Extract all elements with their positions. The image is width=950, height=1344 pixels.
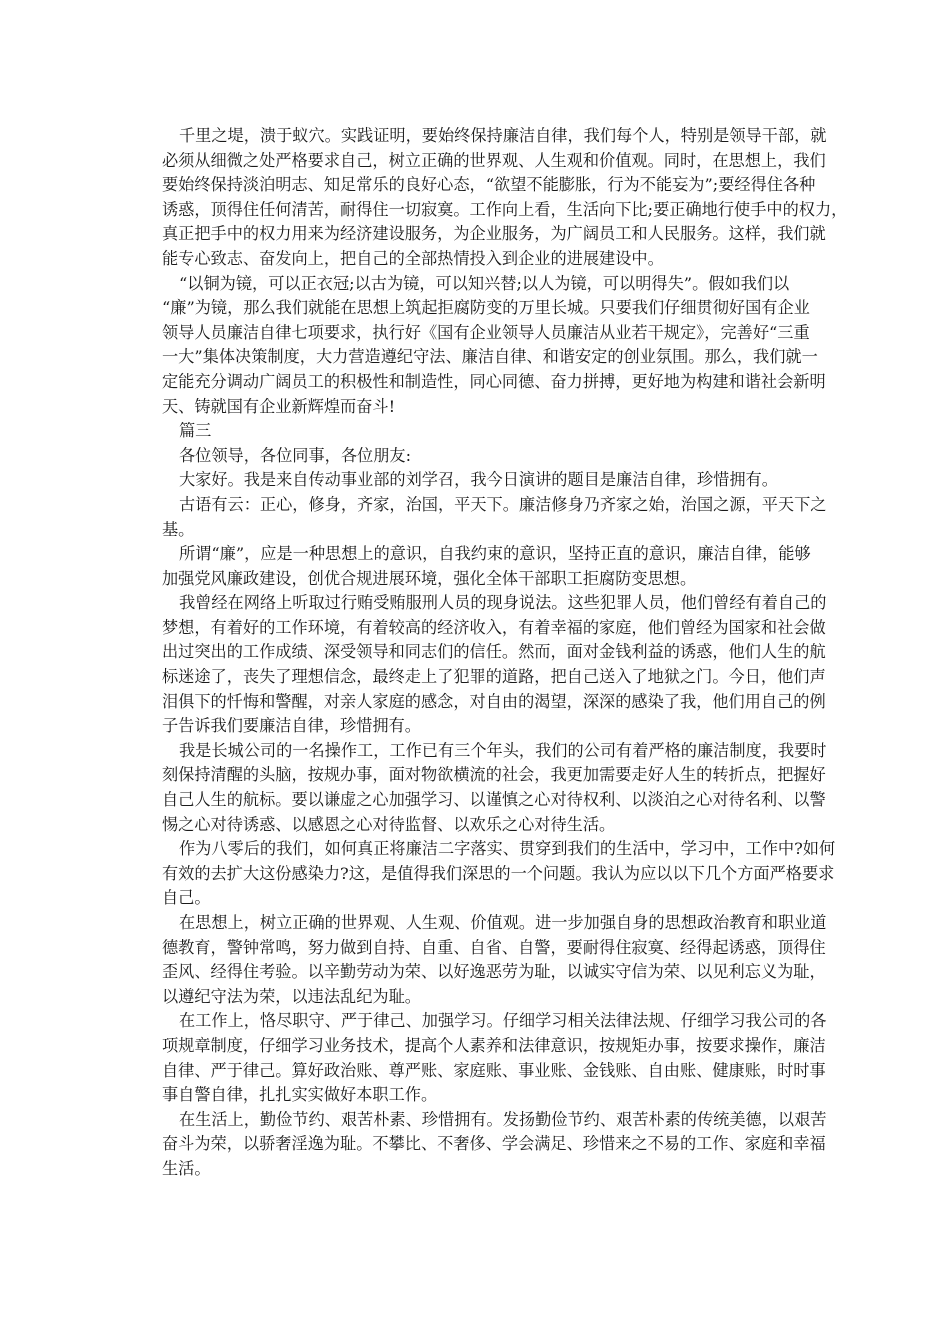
paragraph bbox=[145, 591, 827, 739]
text-line: 各位领导，各位同事，各位朋友: bbox=[179, 445, 412, 465]
text-line: 自律、严于律己。算好政治账、尊严账、家庭账、事业账、金钱账、自由账、健康账，时时事 bbox=[162, 1060, 826, 1080]
text-line: 生活。 bbox=[162, 1158, 211, 1178]
text-line: 领导人员廉洁自律七项要求，执行好《国有企业领导人员廉洁从业若干规定》，完善好“三重 bbox=[162, 322, 810, 342]
text-line: 一大”集体决策制度，大力营造遵纪守法、廉洁自律、和谐安定的创业氛围。那么，我们就一 bbox=[162, 347, 818, 367]
text-line: 千里之堤，溃于蚁穴。实践证明，要始终保持廉洁自律，我们每个人，特别是领导干部，就 bbox=[179, 126, 827, 145]
salutation bbox=[145, 444, 815, 469]
text-line: 真正把手中的权力用来为经济建设服务，为企业服务，为广阔员工和人民服务。这样，我们就 bbox=[162, 224, 826, 244]
text-line: 能专心致志、奋发向上，把自己的全部热情投入到企业的进展建设中。 bbox=[162, 248, 664, 268]
text-line: 自己。 bbox=[162, 888, 211, 908]
text-line: 以遵纪守法为荣，以违法乱纪为耻。 bbox=[162, 986, 421, 1006]
text-line: 出过突出的工作成绩、深受领导和同志们的信任。然而，面对金钱利益的诱惑，他们人生的航 bbox=[162, 642, 826, 662]
text-line: 自己人生的航标。要以谦虚之心加强学习、以谨慎之心对待权利、以淡泊之心对待名利、以警 bbox=[162, 790, 826, 810]
text-line: 我曾经在网络上听取过行贿受贿服刑人员的现身说法。这些犯罪人员，他们曾经有着自己的 bbox=[179, 593, 827, 613]
text-line: 诱惑，顶得住任何清苦，耐得住一切寂寞。工作向上看，生活向下比;要正确地行使手中的权力， bbox=[162, 199, 848, 219]
section-heading bbox=[145, 419, 815, 444]
text-line: 基。 bbox=[162, 519, 195, 539]
paragraph bbox=[145, 468, 815, 493]
text-line: 梦想，有着好的工作环境，有着较高的经济收入，有着幸福的家庭，他们曾经为国家和社会做 bbox=[162, 617, 826, 637]
text-line: 所谓“廉”，应是一种思想上的意识，自我约束的意识，坚持正直的意识，廉洁自律，能够 bbox=[179, 544, 811, 564]
text-line: 定能充分调动广阔员工的积极性和制造性，同心同德、奋力拼搏，更好地为构建和谐社会新明 bbox=[162, 371, 826, 391]
text-line: 歪风、经得住考验。以辛勤劳动为荣、以好逸恶劳为耻，以诚实守信为荣、以见利忘义为耻， bbox=[162, 962, 826, 982]
text-line: 加强党风廉政建设，创优合规进展环境，强化全体干部职工拒腐防变思想。 bbox=[162, 568, 697, 588]
paragraph bbox=[145, 272, 826, 420]
text-line: 天、铸就国有企业新辉煌而奋斗! bbox=[162, 396, 396, 416]
text-line: 项规章制度，仔细学习业务技术，提高个人素养和法律意识，按规矩办事，按要求操作，廉洁 bbox=[162, 1035, 826, 1055]
text-line: 泪俱下的忏悔和警醒，对亲人家庭的感念，对自由的渴望，深深的感染了我，他们用自己的例 bbox=[162, 691, 826, 711]
paragraph bbox=[145, 739, 827, 837]
paragraph bbox=[145, 542, 815, 591]
text-line: 作为八零后的我们，如何真正将廉洁二字落实、贯穿到我们的生活中，学习中，工作中?如何 bbox=[179, 839, 836, 859]
text-line: 我是长城公司的一名操作工，工作已有三个年头，我们的公司有着严格的廉洁制度，我要时 bbox=[179, 740, 827, 760]
text-line: 奋斗为荣，以骄奢淫逸为耻。不攀比、不奢侈、学会满足、珍惜来之不易的工作、家庭和幸福 bbox=[162, 1134, 826, 1154]
text-line: 篇三 bbox=[179, 421, 212, 441]
text-line: 子告诉我们要廉洁自律，珍惜拥有。 bbox=[162, 716, 421, 736]
text-line: 德教育，警钟常鸣，努力做到自持、自重、自省、自警，要耐得住寂寞、经得起诱惑，顶得住 bbox=[162, 937, 826, 957]
paragraph bbox=[145, 837, 836, 911]
text-line: 标迷途了，丧失了理想信念，最终走上了犯罪的道路，把自己送入了地狱之门。今日，他们声 bbox=[162, 667, 826, 687]
paragraph bbox=[145, 911, 827, 1009]
document-page bbox=[145, 124, 848, 1182]
text-line: 必须从细微之处严格要求自己，树立正确的世界观、人生观和价值观。同时，在思想上，我们 bbox=[162, 150, 826, 170]
paragraph bbox=[145, 1108, 827, 1182]
text-line: 在工作上，恪尽职守、严于律己、加强学习。仔细学习相关法律法规、仔细学习我公司的各 bbox=[179, 1011, 827, 1031]
text-line: 事自警自律，扎扎实实做好本职工作。 bbox=[162, 1085, 438, 1105]
text-line: 古语有云：正心，修身，齐家，治国，平天下。廉洁修身乃齐家之始，治国之源，平天下之 bbox=[179, 494, 827, 514]
paragraph bbox=[145, 493, 827, 542]
text-line: 在思想上，树立正确的世界观、人生观、价值观。进一步加强自身的思想政治教育和职业道 bbox=[179, 913, 827, 932]
paragraph bbox=[145, 124, 848, 272]
text-line: 要始终保持淡泊明志、知足常乐的良好心态，“欲望不能膨胀，行为不能妄为”;要经得住各种 bbox=[162, 175, 816, 195]
text-line: “以铜为镜，可以正衣冠;以古为镜，可以知兴替;以人为镜，可以明得失”。假如我们以 bbox=[179, 273, 790, 293]
text-line: 大家好。我是来自传动事业部的刘学召，我今日演讲的题目是廉洁自律，珍惜拥有。 bbox=[179, 470, 778, 490]
text-line: 有效的去扩大这份感染力?这，是值得我们深思的一个问题。我认为应以以下几个方面严格要求 bbox=[162, 863, 835, 883]
text-line: 刻保持清醒的头脑，按规办事，面对物欲横流的社会，我更加需要走好人生的转折点，把握好 bbox=[162, 765, 826, 785]
paragraph bbox=[145, 1009, 827, 1107]
text-line: 在生活上，勤俭节约、艰苦朴素、珍惜拥有。发扬勤俭节约、艰苦朴素的传统美德，以艰苦 bbox=[179, 1109, 827, 1129]
text-line: “廉”为镜，那么我们就能在思想上筑起拒腐防变的万里长城。只要我们仔细贯彻好国有企业 bbox=[162, 298, 810, 318]
text-line: 惕之心对待诱惑、以感恩之心对待监督、以欢乐之心对待生活。 bbox=[162, 814, 616, 834]
